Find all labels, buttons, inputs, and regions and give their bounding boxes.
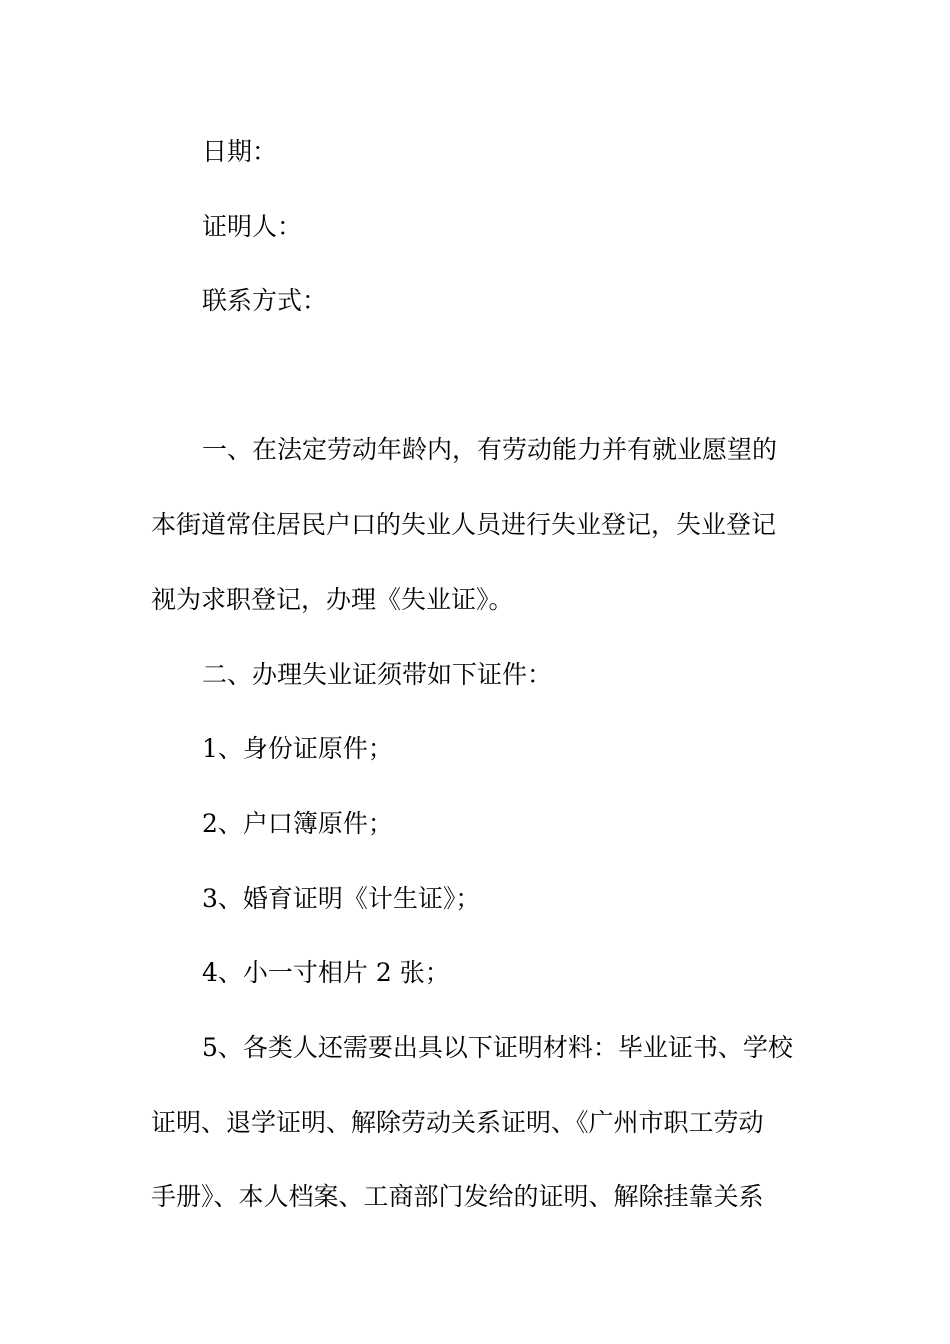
section-one-line-3: 视为求职登记，办理《失业证》。 [151,585,514,614]
date-field-label: 日期： [202,137,278,166]
list-item-5-line-2: 证明、退学证明、解除劳动关系证明、《广州市职工劳动 [151,1108,764,1137]
list-item-3: 3、婚育证明《计生证》； [202,884,481,913]
certifier-field-label: 证明人： [202,212,303,241]
section-one-line-1: 一、在法定劳动年龄内，有劳动能力并有就业愿望的 [202,435,778,464]
list-item-5-line-1: 5、各类人还需要出具以下证明材料：毕业证书、学校 [202,1033,793,1062]
section-one-line-2: 本街道常住居民户口的失业人员进行失业登记，失业登记 [151,510,777,539]
list-item-2: 2、户口簿原件； [202,809,393,838]
list-item-1: 1、身份证原件； [202,734,393,763]
list-item-5-line-3: 手册》、本人档案、工商部门发给的证明、解除挂靠关系 [151,1182,764,1211]
section-two-heading: 二、办理失业证须带如下证件： [202,660,553,689]
contact-field-label: 联系方式： [202,286,328,315]
list-item-4: 4、小一寸相片 2 张； [202,958,450,987]
